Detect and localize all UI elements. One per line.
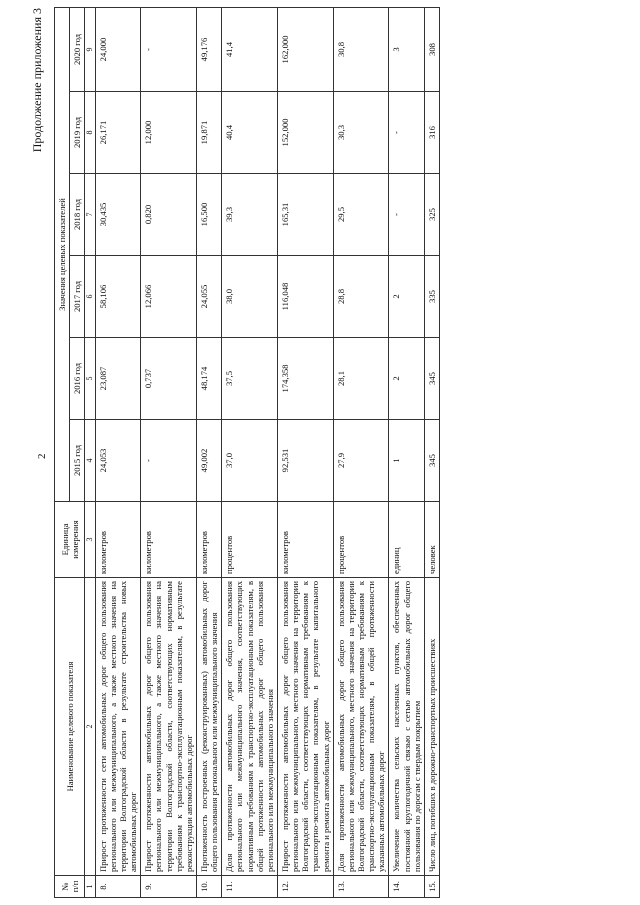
col-index: 6 [85,256,95,338]
header-row-1 [55,8,70,898]
indicator-value: 0,737 [141,338,197,420]
indicator-value: - [141,420,197,502]
indicator-name: Прирост протяженности сети автомобильных дорог общего пользования регионального или межмуниципального, а также местного значения на территории Волгоградской области в результате строительства новых автомобильных дорог [95,578,141,876]
indicator-name: Увеличение количества сельских населенных пунктов, обеспеченных постоянной круглогодичной связью с сетью автомобильных дорог общего пользования по дорогам с твердым покрытием [389,578,424,876]
indicator-value: 24,053 [95,420,141,502]
row-number: 8. [95,876,141,898]
table-row [333,8,389,898]
col-values-group-header: Значения целевых показателей [55,8,70,502]
indicator-value: 30,8 [333,8,389,92]
unit-of-measure: километров [95,502,141,578]
indicator-value: 30,435 [95,174,141,256]
indicator-value: 0,820 [141,174,197,256]
indicator-name: Протяженность построенных (реконструированных) автомобильных дорог общего пользования регионального или межмуниципального значения [196,578,221,876]
indicator-value: 28,8 [333,256,389,338]
indicator-value: 40,4 [222,92,278,174]
row-number: 10. [196,876,221,898]
row-number: 13. [333,876,389,898]
row-number: 9. [141,876,197,898]
row-number: 11. [222,876,278,898]
indicator-value: 23,087 [95,338,141,420]
indicator-value: 39,3 [222,174,278,256]
unit-of-measure: человек [424,502,439,578]
indicator-value: 24,000 [95,8,141,92]
unit-of-measure: километров [196,502,221,578]
indicator-value: 49,176 [196,8,221,92]
col-index: 1 [85,876,95,898]
indicator-value: 19,871 [196,92,221,174]
col-index: 2 [85,578,95,876]
indicator-value: 24,055 [196,256,221,338]
unit-of-measure: километров [141,502,197,578]
unit-of-measure: процентов [222,502,278,578]
indicator-value: 345 [424,420,439,502]
indicator-value: 308 [424,8,439,92]
table-row [389,8,424,898]
indicator-value: 316 [424,92,439,174]
target-indicators-table [54,7,440,898]
indicator-value: - [141,8,197,92]
col-index: 4 [85,420,95,502]
indicator-value: 58,106 [95,256,141,338]
year-header: 2019 год [70,92,85,174]
indicator-value: 41,4 [222,8,278,92]
indicator-value: 335 [424,256,439,338]
col-index: 8 [85,92,95,174]
indicator-value: 28,1 [333,338,389,420]
row-number: 15. [424,876,439,898]
col-name-header: Наименование целевого показателя [55,578,85,876]
indicator-value: 116,048 [277,256,333,338]
indicator-value: 16,500 [196,174,221,256]
table-row [222,8,278,898]
page-number: 2 [36,453,48,459]
indicator-value: 345 [424,338,439,420]
indicator-value: 2 [389,338,424,420]
indicator-value: 3 [389,8,424,92]
col-number-header [55,876,85,898]
indicator-value: 174,358 [277,338,333,420]
indicator-value: 2 [389,256,424,338]
col-number-line2: п/п [69,880,80,893]
indicator-value: 30,3 [333,92,389,174]
indicator-value: 162,000 [277,8,333,92]
indicator-value: 12,000 [141,92,197,174]
year-header: 2015 год [70,420,85,502]
indicator-value: 165,31 [277,174,333,256]
row-number: 12. [277,876,333,898]
indicator-value: - [389,174,424,256]
indicator-value: 37,5 [222,338,278,420]
unit-of-measure: процентов [333,502,389,578]
col-number-line1: № [59,882,70,891]
indicator-name: Доля протяженности автомобильных дорог общего пользования регионального или межмуниципального, местного значения на территории Волгоградской области, соответствующих нормативным требованиям к транспортно-эксплуатационным показателям, в общей протяженности указанных автомобильных дорог [333,578,389,876]
table-row [141,8,197,898]
indicator-value: 37,0 [222,420,278,502]
indicator-value: 49,002 [196,420,221,502]
unit-of-measure: единиц [389,502,424,578]
year-header: 2018 год [70,174,85,256]
table-row [277,8,333,898]
indicator-value: 1 [389,420,424,502]
row-number: 14. [389,876,424,898]
indicator-name: Доля протяженности автомобильных дорог общего пользования регионального или межмуниципального значения, соответствующих нормативным требованиям к транспортно-эксплуатационным показателям, в общей протяженности автомобильных дорог общего пользования регионального или межмуниципального значения [222,578,278,876]
indicator-value: - [389,92,424,174]
header-row-indices [85,8,95,898]
indicator-value: 29,5 [333,174,389,256]
indicator-value: 12,066 [141,256,197,338]
table-row [95,8,141,898]
indicator-value: 38,0 [222,256,278,338]
indicator-value: 27,9 [333,420,389,502]
col-index: 5 [85,338,95,420]
table-row [196,8,221,898]
indicator-name: Прирост протяженности автомобильных дорог общего пользования регионального или межмуниципального, местного значения на территории Волгоградской области, соответствующих нормативным требованиям к транспортно-эксплуатационным показателям, в результате капитального ремонта и ремонта автомобильных дорог [277,578,333,876]
year-header: 2016 год [70,338,85,420]
indicator-value: 325 [424,174,439,256]
indicator-value: 92,531 [277,420,333,502]
indicator-value: 26,171 [95,92,141,174]
col-index: 3 [85,502,95,578]
indicator-value: 48,174 [196,338,221,420]
table-row [424,8,439,898]
indicator-name: Прирост протяженности автомобильных дорог общего пользования регионального или межмуниципального, а также местного значения на территории Волгоградской области, соответствующих нормативным требованиям к транспортно-эксплуатационным показателям, в результате реконструкции автомобильных дорог [141,578,197,876]
col-index: 7 [85,174,95,256]
indicator-value: 152,000 [277,92,333,174]
year-header: 2020 год [70,8,85,92]
indicator-name: Число лиц, погибших в дорожно-транспортных происшествиях [424,578,439,876]
year-header: 2017 год [70,256,85,338]
appendix-continuation-title: Продолжение приложения 3 [30,8,44,153]
col-index: 9 [85,8,95,92]
col-unit-header: Единица измерения [55,502,85,578]
table-body [95,8,439,898]
unit-of-measure: километров [277,502,333,578]
